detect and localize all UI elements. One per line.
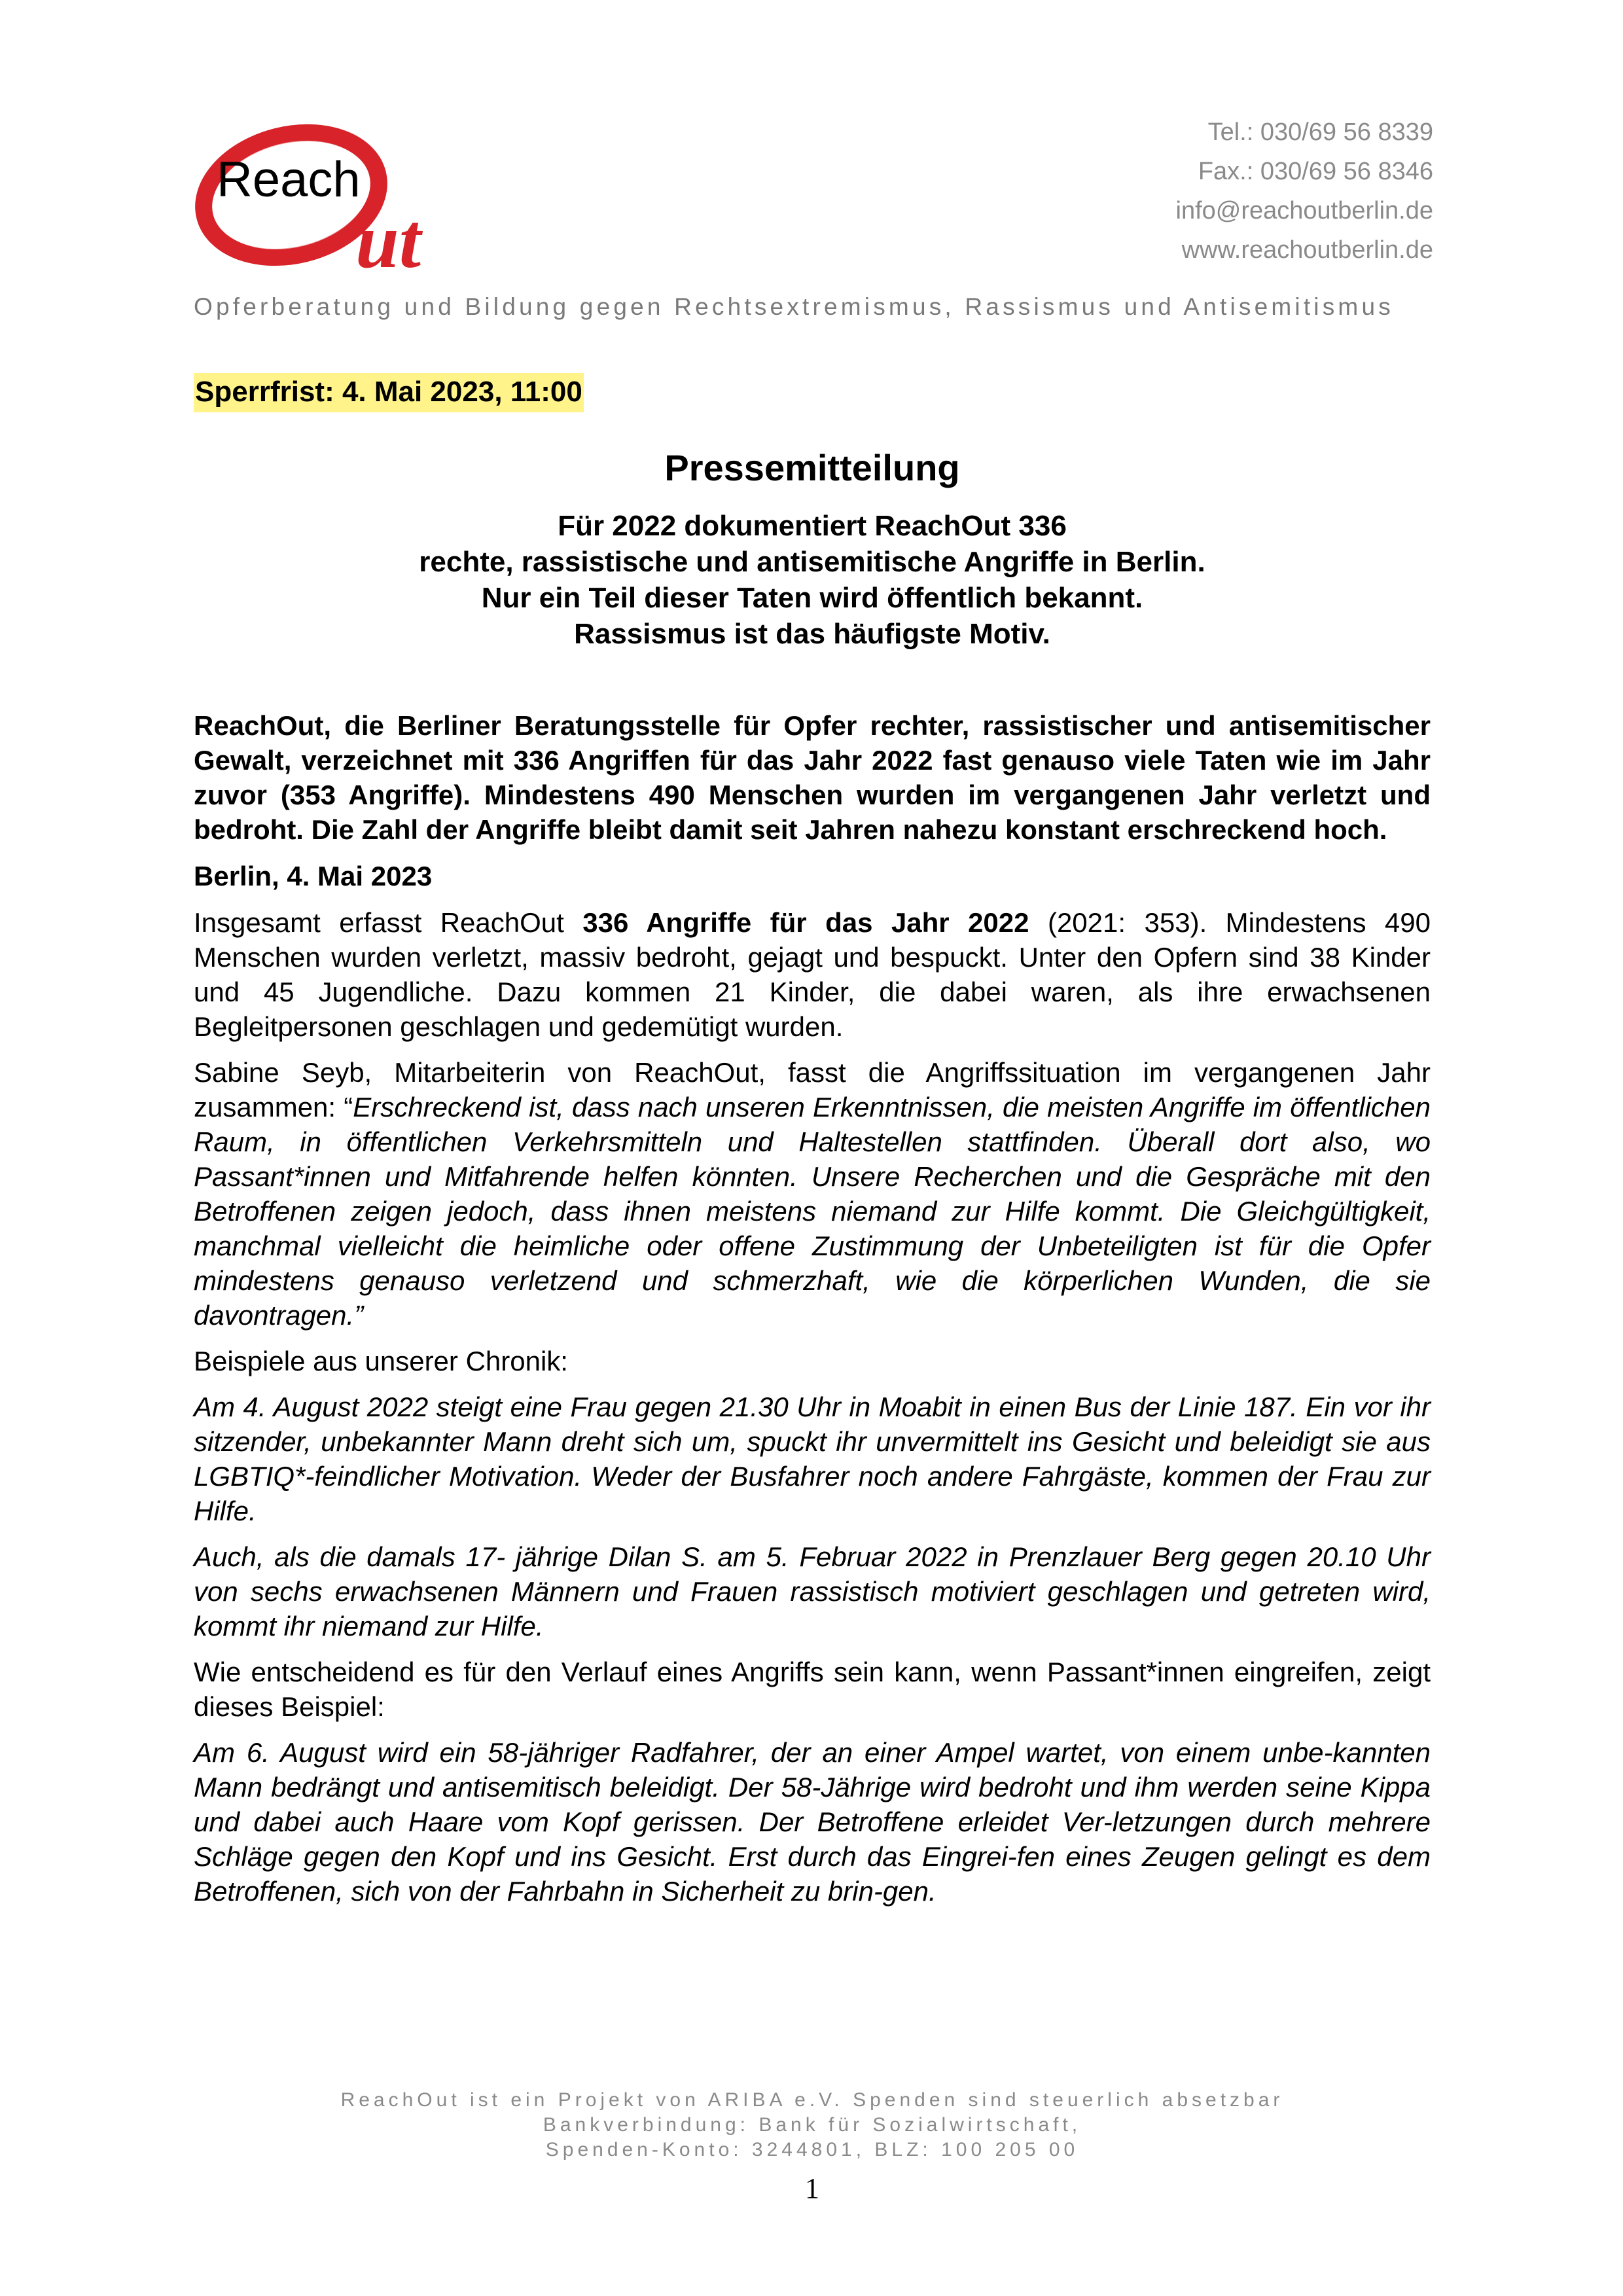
document-title: Pressemitteilung (664, 447, 960, 488)
website-url[interactable]: www.reachoutberlin.de (1181, 236, 1433, 264)
svg-text:ut: ut (355, 197, 421, 275)
email-address[interactable]: info@reachoutberlin.de (1175, 197, 1433, 224)
organization-tagline: Opferberatung und Bildung gegen Rechtsextremismus, Rassismus und Antisemitismus (194, 293, 1394, 320)
paragraph-statistics: Insgesamt erfasst ReachOut 336 Angriffe für das Jahr 2022 (2021: 353). Mindestens 490 Menschen wurden verletzt, massiv bedroht, gejagt und bespuckt. Unter den Opfern sind 38 Kinder und 45 Jugendliche. Dazu kommen 21 Kinder, die dabei waren, als ihre erwachsenen Begleitpersonen geschlagen und gedemütigt wurden. (194, 907, 1431, 1042)
headline-line-2: rechte, rassistische und antisemitische Angriffe in Berlin. (419, 546, 1205, 578)
fax-number: Fax.: 030/69 56 8346 (1198, 158, 1433, 185)
reachout-logo (193, 118, 481, 275)
example-prenzlauer-berg: Auch, als die damals 17- jährige Dilan S. am 5. Februar 2022 in Prenzlauer Berg gegen 20.10 Uhr von sechs erwachsenen Männern und Frauen rassistisch motiviert geschlagen und getreten wird, kommt ihr niemand zur Hilfe. (194, 1541, 1431, 1641)
logo-reach-text: Reach (217, 152, 361, 207)
headline-block (194, 508, 1431, 652)
footer-line-1: ReachOut ist ein Projekt von ARIBA e.V. Spenden sind steuerlich absetzbar (340, 2089, 1284, 2111)
embargo-notice: Sperrfrist: 4. Mai 2023, 11:00 (194, 373, 584, 412)
paragraph-quote: Sabine Seyb, Mitarbeiterin von ReachOut, fasst die Angriffssituation im vergangenen Jahr zusammen: “Erschreckend ist, dass nach unseren Erkenntnissen, die meisten Angriffe im öffentlichen Raum, in öffentlichen Verkehrsmitteln und Haltestellen stattfinden. Überall dort also, wo Passant*innen und Mitfahrende helfen könnten. Unsere Recherchen und die Gespräche mit den Betroffenen zeigen jedoch, dass ihnen meistens niemand zur Hilfe kommt. Die Gleichgültigkeit, manchmal vielleicht die heimliche oder offene Zustimmung der Unbeteiligten ist für die Opfer mindestens genauso verletzend und schmerzhaft, wie die körperlichen Wunden, die sie davontragen.” (194, 1057, 1431, 1331)
dateline: Berlin, 4. Mai 2023 (194, 861, 433, 891)
contact-info (1176, 113, 1434, 270)
headline-line-4: Rassismus ist das häufigste Motiv. (574, 618, 1050, 650)
quote-text: Erschreckend ist, dass nach unseren Erkenntnissen, die meisten Angriffe im öffentlichen Raum, in öffentlichen Verkehrsmitteln und Haltestellen stattfinden. Überall dort also, wo Passant*innen und Mitfahrende helfen könnten. Unsere Recherchen und die Gespräche mit den Betroffenen zeigen jedoch, dass ihnen meistens niemand zur Hilfe kommt. Die Gleichgültigkeit, manchmal vielleicht die heimliche oder offene Zustimmung der Unbeteiligten ist für die Opfer mindestens genauso verletzend und schmerzhaft, wie die körperlichen Wunden, die sie davontragen.” (194, 1092, 1431, 1331)
press-release-body (194, 708, 1431, 1920)
footer-line-3: Spenden-Konto: 3244801, BLZ: 100 205 00 (545, 2139, 1079, 2161)
example-bus-incident: Am 4. August 2022 steigt eine Frau gegen 21.30 Uhr in Moabit in einen Bus der Linie 187. Ein vor ihr sitzender, unbekannter Mann dreht sich um, spuckt ihr unvermittelt ins Gesicht und beleidigt sie aus LGBTIQ*-feindlicher Motivation. Weder der Busfahrer noch andere Fahrgäste, kommen der Frau zur Hilfe. (194, 1391, 1431, 1526)
paragraph-bystander-intro: Wie entscheidend es für den Verlauf eines Angriffs sein kann, wenn Passant*innen eingreifen, zeigt dieses Beispiel: (194, 1657, 1431, 1722)
phone-number: Tel.: 030/69 56 8339 (1207, 118, 1433, 146)
footer-line-2: Bankverbindung: Bank für Sozialwirtschaft, (543, 2114, 1082, 2136)
page-footer (194, 2088, 1431, 2162)
page-number: 1 (805, 2172, 819, 2204)
headline-line-3: Nur ein Teil dieser Taten wird öffentlich bekannt. (481, 582, 1143, 614)
example-cyclist-incident: Am 6. August wird ein 58-jähriger Radfahrer, der an einer Ampel wartet, von einem unbe-kannten Mann bedrängt und antisemitisch beleidigt. Der 58-Jährige wird bedroht und ihm werden seine Kippa und dabei auch Haare vom Kopf gerissen. Der Betroffene erleidet Ver-letzungen durch mehrere Schläge gegen den Kopf und ins Gesicht. Erst durch das Eingrei-fen eines Zeugen gelingt es dem Betroffenen, sich von der Fahrbahn in Sicherheit zu brin-gen. (194, 1737, 1431, 1907)
headline-line-1: Für 2022 dokumentiert ReachOut 336 (558, 510, 1067, 542)
lead-paragraph: ReachOut, die Berliner Beratungsstelle für Opfer rechter, rassistischer und antisemitischer Gewalt, verzeichnet mit 336 Angriffen für das Jahr 2022 fast genauso viele Taten wie im Jahr zuvor (353 Angriffe). Mindestens 490 Menschen wurden im vergangenen Jahr verletzt und bedroht. Die Zahl der Angriffe bleibt damit seit Jahren nahezu konstant erschreckend hoch. (194, 710, 1431, 845)
paragraph-examples-intro: Beispiele aus unserer Chronik: (194, 1346, 568, 1376)
